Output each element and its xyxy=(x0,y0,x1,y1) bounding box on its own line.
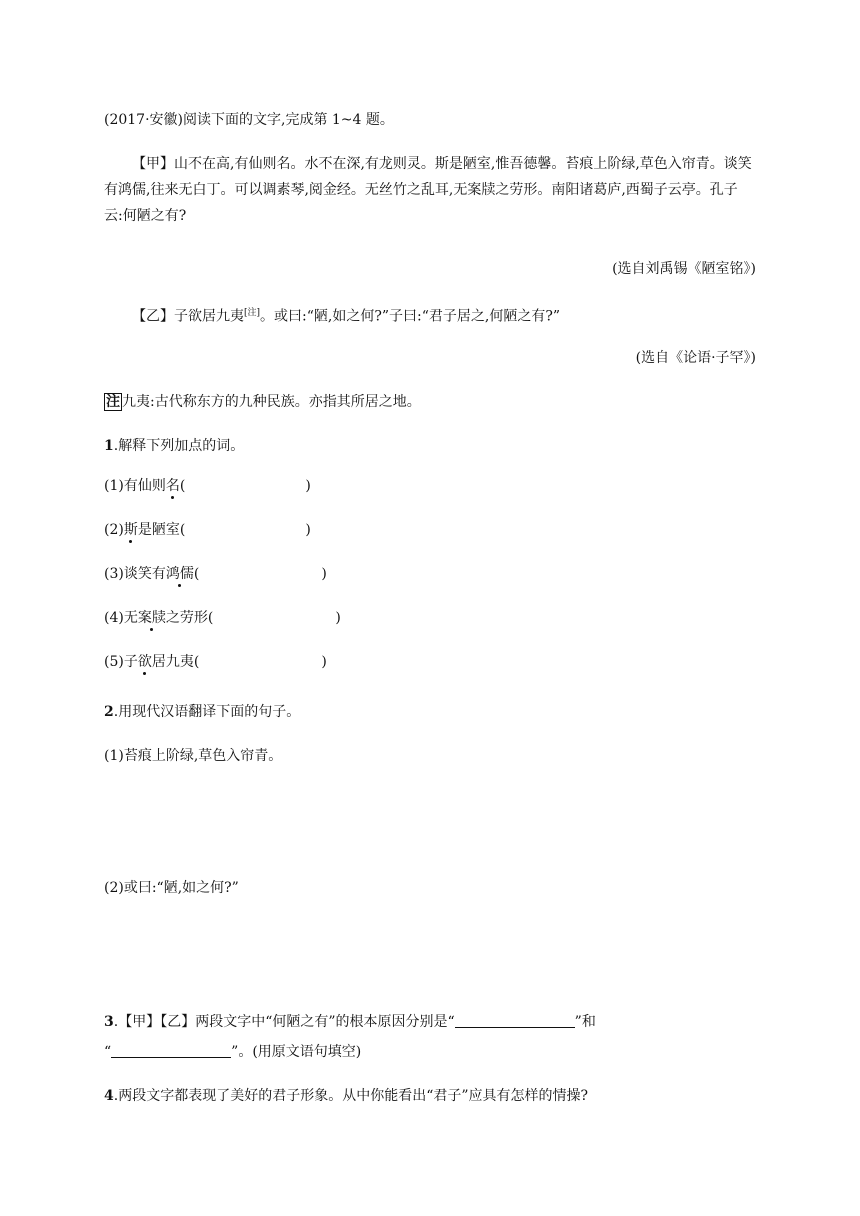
intro-line: (2017·安徽)阅读下面的文字,完成第 1~4 题。 xyxy=(104,112,394,128)
question-3-line-1: 3.【甲】【乙】两段文字中“何陋之有”的根本原因分别是“ ”和 xyxy=(104,1014,596,1030)
passage-jia-text: 山不在高,有仙则名。水不在深,有龙则灵。斯是陋室,惟吾德馨。苔痕上阶绿,草色入帘青。谈笑有鸿儒,往来无白丁。可以调素琴,阅金经。无丝竹之乱耳,无案牍之劳形。南阳诸葛庐,西蜀子云亭。孔子云:何陋之有? xyxy=(104,156,752,224)
q1-item-3: (3)谈笑有鸿儒( ) xyxy=(104,566,327,582)
q2-item-1: (1)苔痕上阶绿,草色入帘青。 xyxy=(104,748,283,764)
answer-blank[interactable] xyxy=(111,1043,231,1058)
question-3-line-2: “ ”。(用原文语句填空) xyxy=(104,1044,362,1060)
dotted-word: 鸿儒 xyxy=(165,566,194,582)
q1-item-5: (5)子欲居九夷( ) xyxy=(104,654,327,670)
passage-yi-source: (选自《论语·子罕》) xyxy=(635,350,756,366)
passage-jia-source: (选自刘禹锡《陋室铭》) xyxy=(612,261,756,277)
note-mark: 注 xyxy=(106,394,120,410)
note-marker: [注] xyxy=(244,308,261,318)
passage-yi: 【乙】子欲居九夷[注]。或曰:“陋,如之何?”子曰:“君子居之,何陋之有?” xyxy=(132,308,561,325)
q1-item-2: (2)斯是陋室( ) xyxy=(104,522,311,538)
question-4: 4.两段文字都表现了美好的君子形象。从中你能看出“君子”应具有怎样的情操? xyxy=(104,1088,589,1104)
q1-item-4: (4)无案牍之劳形( ) xyxy=(104,610,341,626)
answer-blank[interactable] xyxy=(455,1013,575,1028)
question-1-title: 1.解释下列加点的词。 xyxy=(104,438,245,454)
passage-jia-label: 【甲】 xyxy=(132,156,174,172)
dotted-word: 名 xyxy=(165,478,180,494)
passage-jia xyxy=(104,151,756,229)
q1-item-1: (1)有仙则名( ) xyxy=(104,478,311,494)
q2-item-2: (2)或曰:“陋,如之何?” xyxy=(104,880,239,896)
question-2-title: 2.用现代汉语翻译下面的句子。 xyxy=(104,704,301,720)
dotted-word: 欲 xyxy=(137,654,152,670)
footnote: 注 九夷:古代称东方的九种民族。亦指其所居之地。 xyxy=(106,394,421,410)
passage-yi-label: 【乙】 xyxy=(132,308,174,325)
dotted-word: 案牍 xyxy=(137,610,166,626)
dotted-word: 斯 xyxy=(123,522,138,538)
